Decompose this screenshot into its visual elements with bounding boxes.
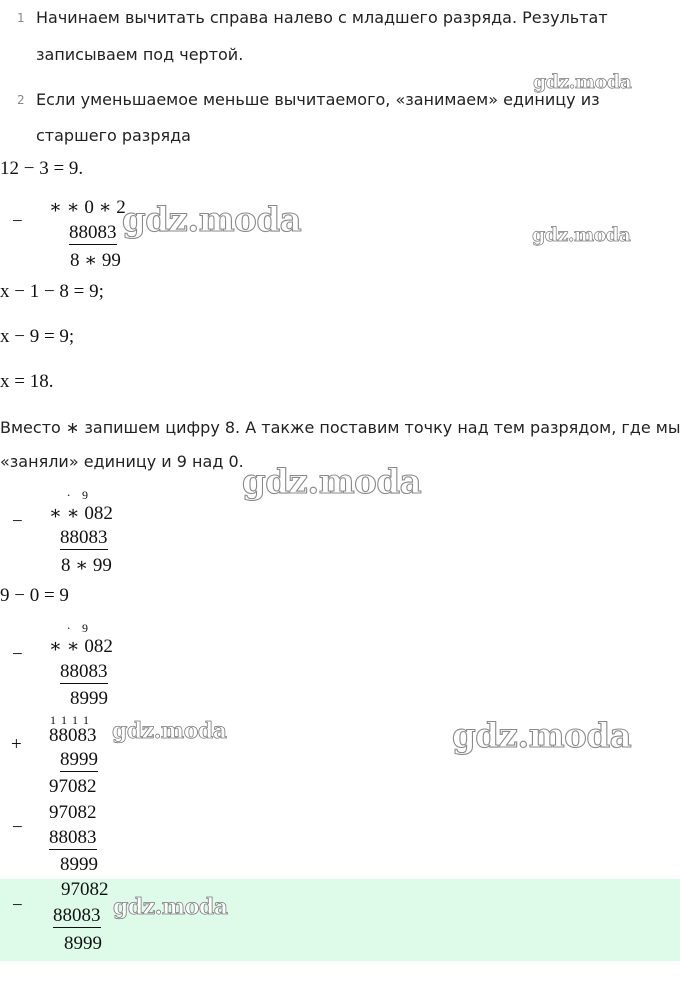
minus-sign: − [12, 211, 23, 232]
watermark: gdz.moda [122, 200, 302, 240]
explanation-text: Вместо ∗ запишем цифру 8. А также поставим точку над тем разрядом, где мы [0, 418, 680, 437]
sum: 97082 [49, 776, 97, 797]
equation: x − 9 = 9; [0, 326, 75, 347]
subtrahend: 88083 [53, 905, 101, 926]
equation: 9 − 0 = 9 [0, 585, 69, 606]
explanation-text: «заняли» единицу и 9 над 0. [0, 452, 244, 471]
minuend: ∗ ∗ 082 [49, 636, 113, 657]
carry-digits: 1 1 1 1 [50, 713, 90, 727]
borrow-nine: 9 [82, 488, 88, 502]
watermark: gdz.moda [242, 462, 422, 502]
addend: 88083 [49, 725, 97, 746]
minus-sign: − [12, 511, 23, 532]
difference: 8999 [70, 688, 108, 709]
subtrahend: 88083 [49, 827, 97, 848]
addend: 8999 [60, 749, 98, 770]
step-text: Если уменьшаемое меньше вычитаемого, «занимаем» единицу из [36, 90, 600, 109]
minus-sign: − [12, 644, 23, 665]
equation: x = 18. [0, 371, 54, 392]
minuend: 97082 [49, 802, 97, 823]
subtrahend: 88083 [60, 661, 108, 682]
subtrahend: 88083 [69, 222, 117, 243]
plus-sign: + [11, 734, 22, 755]
minus-sign: − [12, 895, 23, 916]
minuend: ∗ ∗ 082 [49, 503, 113, 524]
borrow-dot: . [67, 617, 71, 632]
step-number: 1 [17, 11, 25, 25]
difference: 8999 [60, 854, 98, 875]
difference: 8 ∗ 99 [70, 250, 121, 271]
equation: x − 1 − 8 = 9; [0, 281, 104, 302]
watermark: gdz.moda [533, 71, 632, 93]
minus-sign: − [12, 817, 23, 838]
watermark: gdz.moda [532, 224, 631, 246]
difference: 8 ∗ 99 [61, 555, 112, 576]
step-text: Начинаем вычитать справа налево с младшего разряда. Результат [36, 8, 608, 27]
difference: 8999 [64, 933, 102, 954]
equation: 12 − 3 = 9. [0, 158, 84, 179]
step-text: старшего разряда [36, 126, 191, 145]
watermark: gdz.moda [452, 716, 632, 756]
watermark: gdz.moda [112, 718, 227, 744]
borrow-nine: 9 [82, 621, 88, 635]
step-number: 2 [17, 93, 25, 107]
watermark: gdz.moda [113, 894, 228, 920]
step-text: записываем под чертой. [36, 45, 244, 64]
borrow-dot: . [67, 484, 71, 499]
minuend: 97082 [61, 879, 109, 900]
subtrahend: 88083 [60, 527, 108, 548]
minuend: ∗ ∗ 0 ∗ 2 [49, 197, 126, 218]
